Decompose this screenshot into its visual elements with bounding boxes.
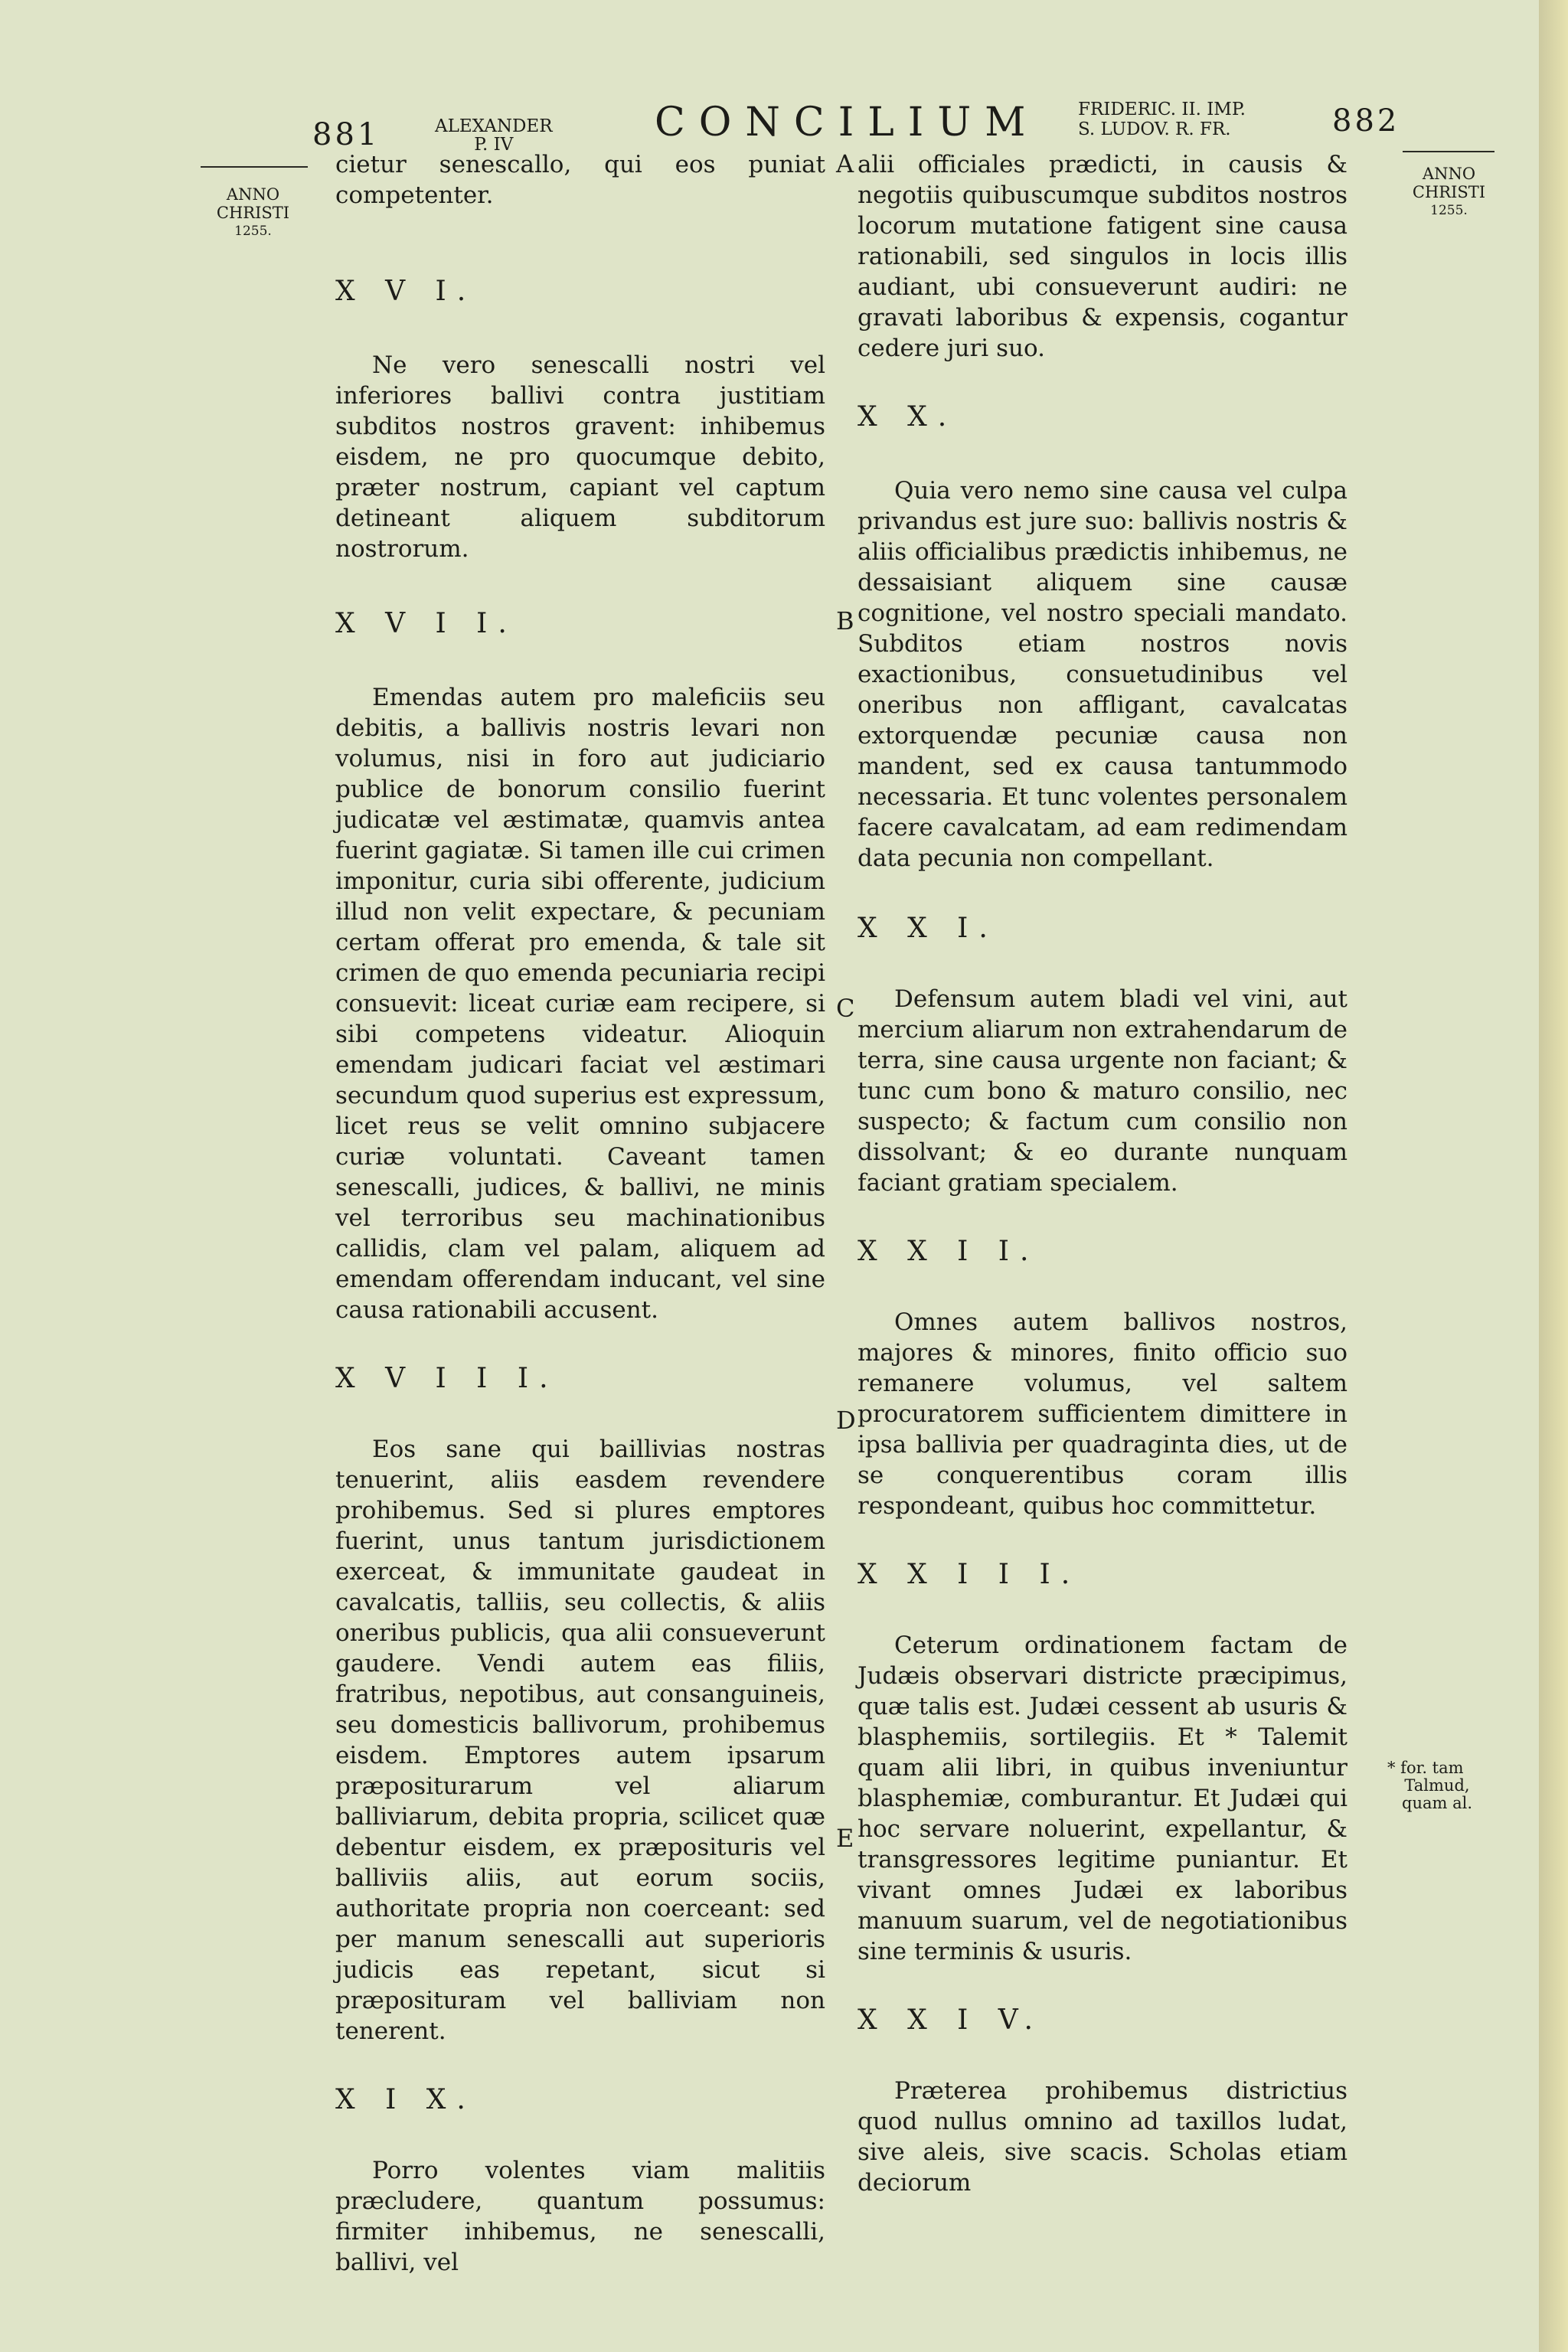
chapter-heading-xvi: X V I. — [335, 276, 477, 307]
section-marker-e: E — [836, 1824, 854, 1853]
right-column — [858, 149, 1348, 2198]
section-marker-c: C — [836, 994, 855, 1023]
right-title-line1: FRIDERIC. II. IMP. — [1078, 100, 1246, 119]
chapter-text-xx: Quia vero nemo sine causa vel culpa privandus est jure suo: ballivis nostris & aliis officialibus prædictis inhibemus, ne dessaisiant aliquem sine causæ cognitione, vel nostro speciali mandato. Subditos etiam nostros novis exactionibus, consuetudinibus vel oneribus non affligant, cavalcatas extorquendæ pecuniæ causa non mandent, sed ex causa tantummodo necessaria. Et tunc volentes personalem facere cavalcatam, ad eam redimendam data pecunia non compellant. — [858, 477, 1348, 872]
left-page-number: 881 — [312, 117, 381, 152]
chapter-text-xix: Porro volentes viam malitiis præcludere, quantum possumus: firmiter inhibemus, ne senescalli, ballivi, vel — [335, 2157, 825, 2276]
chapter-text-xvi: Ne vero senescalli nostri vel inferiores ballivi contra justitiam subditos nostros gravent: inhibemus eisdem, ne pro quocumque debito, præter nostrum, capiant vel captum detineant aliquem subditorum nostrorum. — [335, 351, 825, 563]
chapter-heading-xvii: X V I I. — [335, 608, 518, 639]
footnote-line2: Talmud, — [1404, 1776, 1470, 1795]
chapter-heading-xxi: X X I. — [858, 913, 998, 944]
section-marker-d: D — [836, 1406, 856, 1435]
right-running-title — [1078, 100, 1246, 139]
left-anno: ANNO — [226, 185, 280, 204]
chapter-heading-xix: X I X. — [335, 2084, 476, 2115]
footnote-line3: quam al. — [1402, 1794, 1472, 1812]
right-title-line2: S. LUDOV. R. FR. — [1078, 119, 1231, 139]
left-rule — [201, 166, 308, 168]
chapter-heading-xviii: X V I I I. — [335, 1363, 559, 1394]
right-year: 1255. — [1430, 203, 1468, 218]
center-running-title: CONCILIUM — [655, 100, 1040, 145]
chapter-text-xviii: Eos sane qui baillivias nostras tenuerint, aliis easdem revendere prohibemus. Sed si plures emptores fuerint, unus tantum jurisdictionem exerceat, & immunitate gaudeat in cavalcatis, talliis, seu collectis, & aliis oneribus publicis, qua alii consueverunt gaudere. Vendi autem eas filiis, fratribus, nepotibus, aut consanguineis, seu domesticis ballivorum, prohibemus eisdem. Emptores autem ipsarum præpositurarum vel aliarum balliviarum, debita propria, scilicet quæ debentur eisdem, ex præposituris vel balliviis aliis, aut eorum sociis, authoritate propria non coerceant: sed per manum senescalli aut superioris judicis eas repetant, sicut si præposituram vel balliviam non tenerent. — [335, 1436, 825, 2045]
left-paragraph-continuation: cietur senescallo, qui eos puniat competenter. — [335, 151, 825, 209]
chapter-text-xxii: Omnes autem ballivos nostros, majores & minores, finito officio suo remanere volumus, vel saltem procuratorem sufficientem dimittere in ipsa ballivia per quadraginta dies, ut de se conquerentibus coram illis respondeant, quibus hoc committetur. — [858, 1308, 1348, 1520]
right-margin-year — [1401, 165, 1497, 220]
chapter-heading-xx: X X. — [858, 401, 958, 433]
right-page-number: 882 — [1332, 103, 1400, 139]
left-title-line1: ALEXANDER — [435, 116, 553, 136]
chapter-heading-xxiv: X X I V. — [858, 2004, 1044, 2036]
right-paragraph-continuation: alii officiales prædicti, in causis & negotiis quibuscumque subditos nostros locorum mutatione fatigent sine causa rationabili, sed singulos in locis illis audiant, ubi consueverunt audiri: ne gravati laboribus & expensis, cogantur cedere juri suo. — [858, 151, 1348, 362]
left-running-title — [435, 117, 553, 154]
chapter-heading-xxii: X X I I. — [858, 1236, 1040, 1267]
chapter-text-xxi: Defensum autem bladi vel vini, aut mercium aliarum non extrahendarum de terra, sine causa urgente non faciant; & tunc cum bono & maturo consilio, nec suspecto; & factum cum consilio non dissolvant; & eo durante nunquam faciant gratiam specialem. — [858, 985, 1348, 1197]
adjacent-page-edge — [1539, 0, 1568, 2352]
chapter-heading-xxiii: X X I I I. — [858, 1559, 1081, 1590]
chapter-text-xxiii: Ceterum ordinationem factam de Judæis observari districte præcipimus, quæ talis est. Judæi cessent ab usuris & blasphemiis, sortilegiis. Et * Talemit quam alii libri, in quibus inveniuntur blasphemiæ, comburantur. Et Judæi qui hoc servare noluerint, expellantur, & transgressores legitime puniantur. Et vivant omnes Judæi ex laboribus manuum suarum, vel de negotiationibus sine terminis & usuris. — [858, 1632, 1348, 1965]
section-marker-a: A — [836, 149, 854, 178]
marginal-footnote — [1387, 1759, 1487, 1812]
left-margin-year — [205, 185, 301, 240]
right-christi: CHRISTI — [1412, 183, 1486, 201]
chapter-text-xvii: Emendas autem pro maleficiis seu debitis, a ballivis nostris levari non volumus, nisi in foro aut judiciario publice de bonorum consilio fuerint judicatæ vel æstimatæ, quamvis antea fuerint gagiatæ. Si tamen ille cui crimen imponitur, curia sibi offerente, judicium illud non velit expectare, & pecuniam certam offerat pro emenda, & tale sit crimen de quo emenda pecuniaria recipi consuevit: liceat curiæ eam recipere, si sibi competens videatur. Alioquin emendam judicari faciat vel æstimari secundum quod superius est expressum, licet reus se velit omnino subjacere curiæ voluntati. Caveant tamen senescalli, judices, & ballivi, ne minis vel terroribus seu machinationibus callidis, clam vel palam, aliquem ad emendam offerendam inducant, vel sine causa rationabili accusent. — [335, 684, 825, 1324]
right-rule — [1403, 151, 1494, 152]
footnote-line1: * for. tam — [1387, 1759, 1464, 1777]
left-christi: CHRISTI — [216, 204, 290, 222]
chapter-text-xxiv: Præterea prohibemus districtius quod nullus omnino ad taxillos ludat, sive aleis, sive scacis. Scholas etiam deciorum — [858, 2077, 1348, 2197]
left-column — [335, 149, 825, 2278]
left-title-line2: P. IV — [474, 135, 514, 155]
left-year: 1255. — [234, 224, 272, 239]
section-marker-b: B — [836, 606, 854, 635]
right-anno: ANNO — [1422, 165, 1476, 183]
